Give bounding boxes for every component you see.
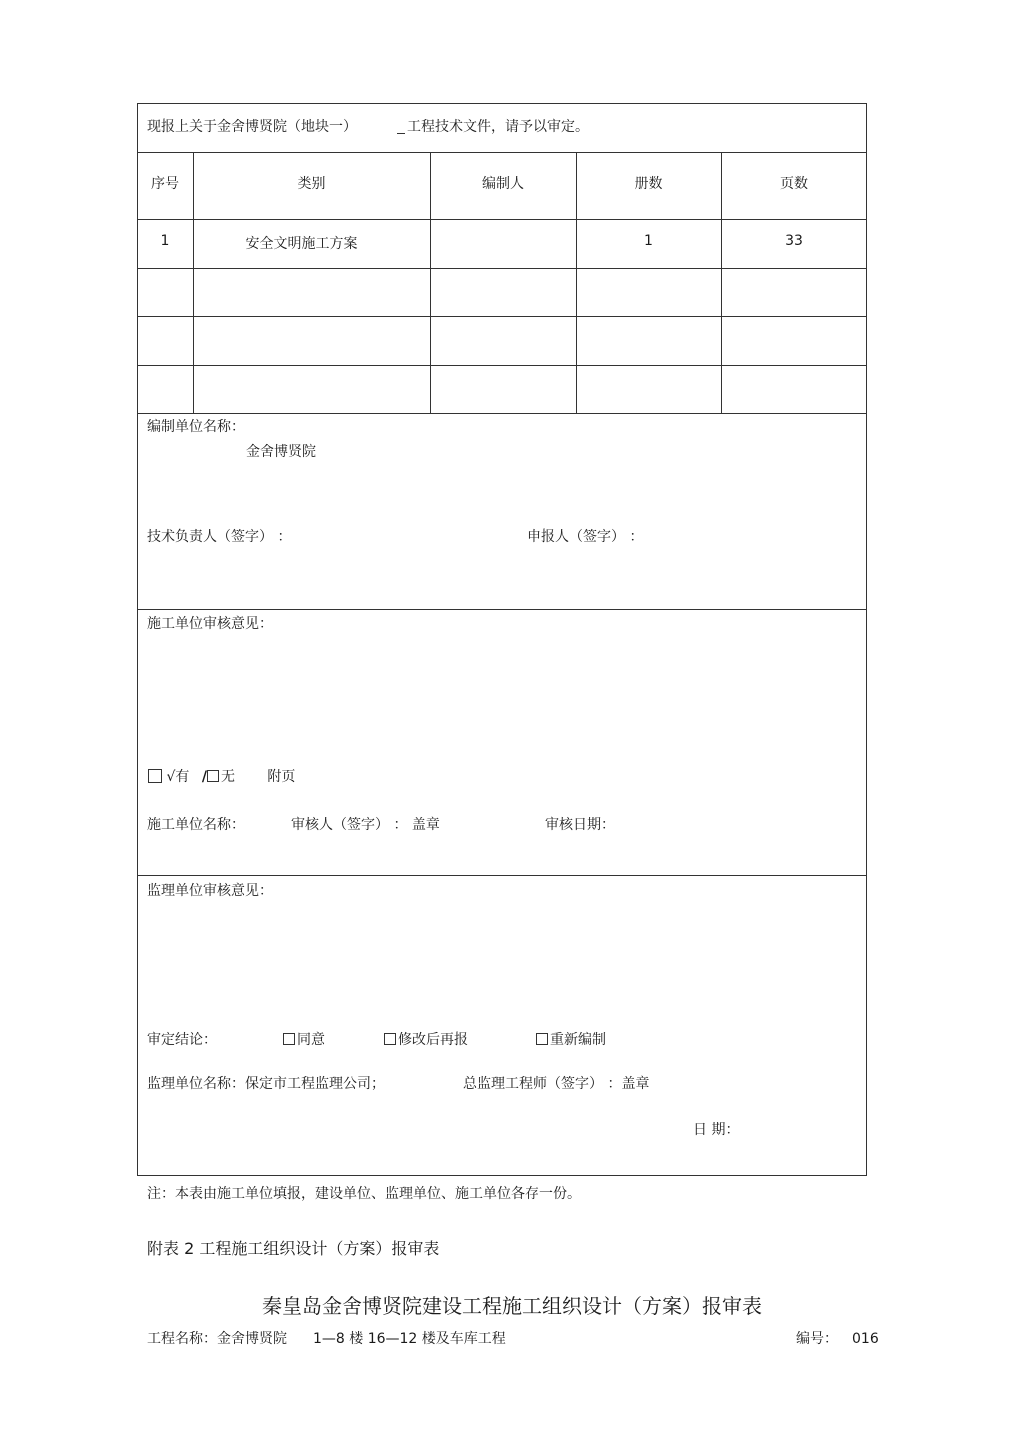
option-agree[interactable]: [283, 1029, 325, 1049]
recompile-checkbox[interactable]: [536, 1033, 548, 1045]
option-recompile[interactable]: [536, 1029, 606, 1049]
construction-review-date: 审核日期：: [545, 817, 615, 833]
attach-yes: √有: [166, 769, 190, 785]
construction-review-label: 施工单位审核意见：: [147, 616, 273, 632]
supervision-review-label: 监理单位审核意见：: [147, 883, 273, 899]
construction-reviewer: 审核人（签字） ： 盖章: [291, 817, 440, 833]
attachment-checkbox[interactable]: [148, 769, 162, 783]
conclusion-label: 审定结论：: [147, 1032, 217, 1048]
compiler-unit-name: 金舍博贤院: [246, 444, 316, 460]
attach-no-checkbox[interactable]: [207, 770, 219, 782]
revise-label: 修改后再报: [398, 1032, 468, 1048]
rule-compiler-bottom: [137, 609, 867, 610]
construction-unit-name: 施工单位名称：: [147, 817, 245, 833]
attachment-line: [148, 766, 295, 786]
header-seq: 序号: [151, 176, 179, 192]
applicant-signature: 申报人（签字） ：: [527, 529, 644, 545]
attach-no: 无: [220, 769, 235, 785]
project-label: 工程名称：金舍博贤院: [147, 1331, 287, 1347]
tech-lead-signature: 技术负责人（签字） ：: [147, 529, 292, 545]
chief-engineer-signature: 总监理工程师（签字） ：盖章: [463, 1076, 650, 1092]
rule-construction-bottom: [137, 875, 867, 876]
header-pages: 页数: [780, 176, 808, 192]
recompile-label: 重新编制: [550, 1032, 606, 1048]
agree-label: 同意: [297, 1032, 325, 1048]
rule-row1: [137, 268, 867, 269]
appendix-title: 附表 2 工程施工组织设计（方案）报审表: [147, 1239, 440, 1258]
rule-row3: [137, 365, 867, 366]
form-table-frame: [137, 103, 867, 1176]
document-number: [796, 1328, 879, 1348]
row1-category: 安全文明施工方案: [245, 236, 358, 252]
option-revise[interactable]: [384, 1029, 468, 1049]
header-compiler: 编制人: [482, 176, 524, 192]
main-title: 秦皇岛金舍博贤院建设工程施工组织设计（方案）报审表: [262, 1294, 762, 1318]
attach-slash: /: [201, 769, 207, 785]
supervision-unit-name: 监理单位名称：保定市工程监理公司；: [147, 1076, 385, 1092]
attach-page: 附页: [267, 769, 296, 785]
row1-seq: 1: [160, 233, 170, 249]
number-label: 编号：: [796, 1331, 838, 1347]
agree-checkbox[interactable]: [283, 1033, 295, 1045]
intro-suffix: 工程技术文件，请予以审定。: [407, 119, 589, 135]
rule-row4: [137, 413, 867, 414]
project-detail: 1—8 楼 16—12 楼及车库工程: [313, 1331, 506, 1347]
footnote: 注：本表由施工单位填报，建设单位、监理单位、施工单位各存一份。: [147, 1186, 581, 1202]
header-category: 类别: [297, 176, 326, 192]
rule-header-bottom: [137, 219, 867, 220]
project-name: [147, 1328, 506, 1348]
intro-prefix: 现报上关于金舍博贤院（地块一）: [147, 119, 357, 135]
rule-row2: [137, 316, 867, 317]
supervision-date: 日 期：: [693, 1122, 740, 1138]
compiler-unit-label: 编制单位名称：: [147, 419, 245, 435]
row1-pages: 33: [785, 233, 803, 249]
intro-line: [147, 116, 589, 136]
revise-checkbox[interactable]: [384, 1033, 396, 1045]
row1-volumes: 1: [644, 233, 653, 249]
number-value: 016: [852, 1331, 879, 1347]
rule-header-top: [137, 152, 867, 153]
blank-underline: [397, 121, 405, 134]
header-volumes: 册数: [634, 176, 663, 192]
